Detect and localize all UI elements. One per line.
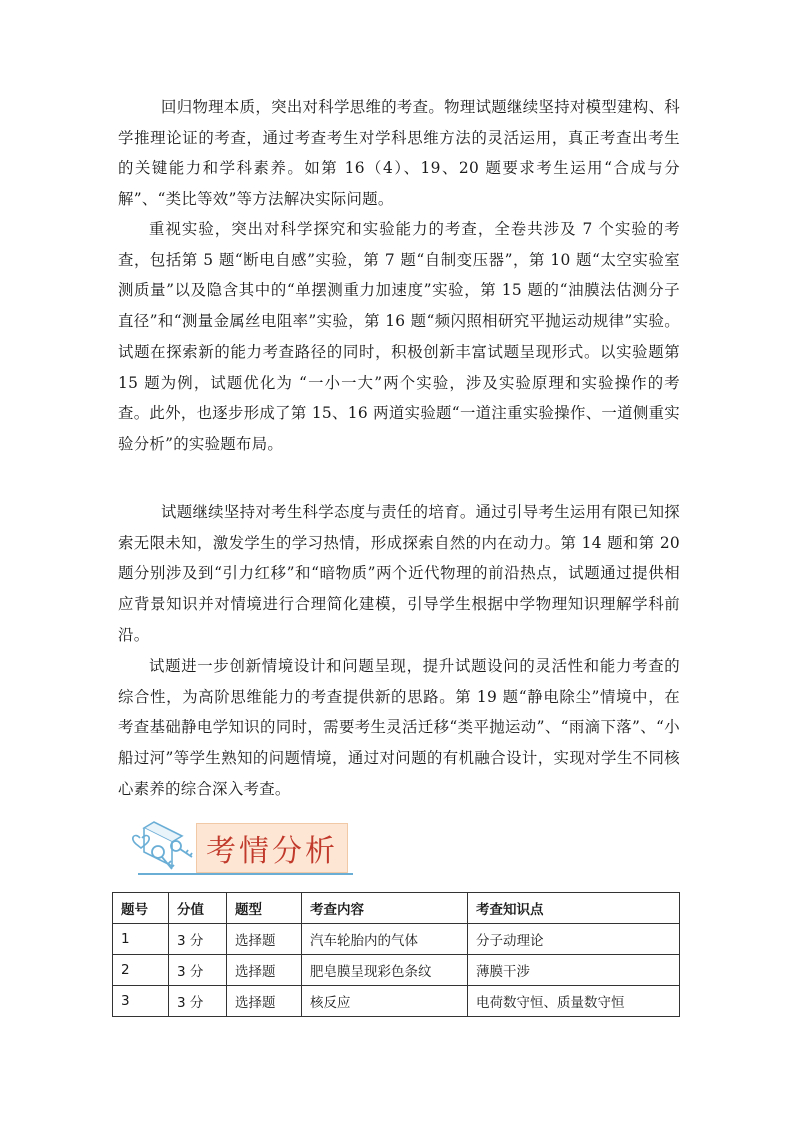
paragraph-science-thinking: 回归物理本质，突出对科学思维的考查。物理试题继续坚持对模型建构、科学推理论证的考查，通过考查考生对学科思维方法的灵活运用，真正考查出考生的关键能力和学科素养。如第 16（4）、19、20 题要求考生运用“合成与分解”、“类比等效”等方法解决实际问题。 — [118, 98, 680, 209]
cell-knowledge-point: 分子动理论 — [468, 924, 680, 955]
cell-question-type: 选择题 — [227, 986, 302, 1017]
cell-content: 肥皂膜呈现彩色条纹 — [302, 955, 468, 986]
cell-content: 汽车轮胎内的气体 — [302, 924, 468, 955]
header-knowledge-point: 考查知识点 — [468, 893, 680, 924]
paragraph-innovation: 试题进一步创新情境设计和问题呈现，提升试题设问的灵活性和能力考查的综合性，为高阶思维能力的考查提供新的思路。第 19 题“静电除尘”情境中，在考查基础静电学知识的同时，需要考生灵活迁移“类平抛运动”、“雨滴下落”、“小船过河”等学生熟知的问题情境，通过对问题的有机融合设计，实现对学生不同核心素养的综合深入考查。 — [118, 657, 680, 798]
cell-knowledge-point: 电荷数守恒、质量数守恒 — [468, 986, 680, 1017]
cell-score: 3 分 — [169, 924, 227, 955]
exam-analysis-table — [112, 892, 680, 1017]
cell-question-type: 选择题 — [227, 955, 302, 986]
cell-question-type: 选择题 — [227, 924, 302, 955]
cell-knowledge-point: 薄膜干涉 — [468, 955, 680, 986]
table-row — [113, 924, 680, 955]
header-content: 考查内容 — [302, 893, 468, 924]
cell-content: 核反应 — [302, 986, 468, 1017]
header-question-type: 题型 — [227, 893, 302, 924]
paragraph-experiments: 重视实验，突出对科学探究和实验能力的考查，全卷共涉及 7 个实验的考查，包括第 5 题“断电自感”实验，第 7 题“自制变压器”，第 10 题“太空实验室测质量”以及隐含其中的“单摆测重力加速度”实验，第 15 题的“油膜法估测分子直径”和“测量金属丝电阻率”实验，第 16 题“频闪照相研究平抛运动规律”实验。试题在探索新的能力考查路径的同时，积极创新丰富试题呈现形式。以实验题第 15 题为例，试题优化为 “一小一大”两个实验，涉及实验原理和实验操作的考查。此外，也逐步形成了第 15、16 两道实验题“一道注重实验操作、一道侧重实验分析”的实验题布局。 — [118, 220, 680, 453]
keys-icon — [128, 816, 198, 874]
paragraph-attitude: 试题继续坚持对考生科学态度与责任的培育。通过引导考生运用有限已知探索无限未知，激发学生的学习热情，形成探索自然的内在动力。第 14 题和第 20 题分别涉及到“引力红移”和“暗物质”两个近代物理的前沿热点，试题通过提供相应背景知识并对情境进行合理简化建模，引导学生根据中学物理知识理解学科前沿。 — [118, 503, 680, 644]
cell-score: 3 分 — [169, 955, 227, 986]
cell-question-number: 2 — [113, 955, 169, 986]
table-row — [113, 955, 680, 986]
cell-question-number: 1 — [113, 924, 169, 955]
section-heading — [128, 812, 358, 878]
table-row — [113, 986, 680, 1017]
header-score: 分值 — [169, 893, 227, 924]
table-header-row — [113, 893, 680, 924]
cell-question-number: 3 — [113, 986, 169, 1017]
section-title: 考情分析 — [196, 823, 348, 873]
header-question-number: 题号 — [113, 893, 169, 924]
cell-score: 3 分 — [169, 986, 227, 1017]
title-underline — [138, 873, 353, 875]
